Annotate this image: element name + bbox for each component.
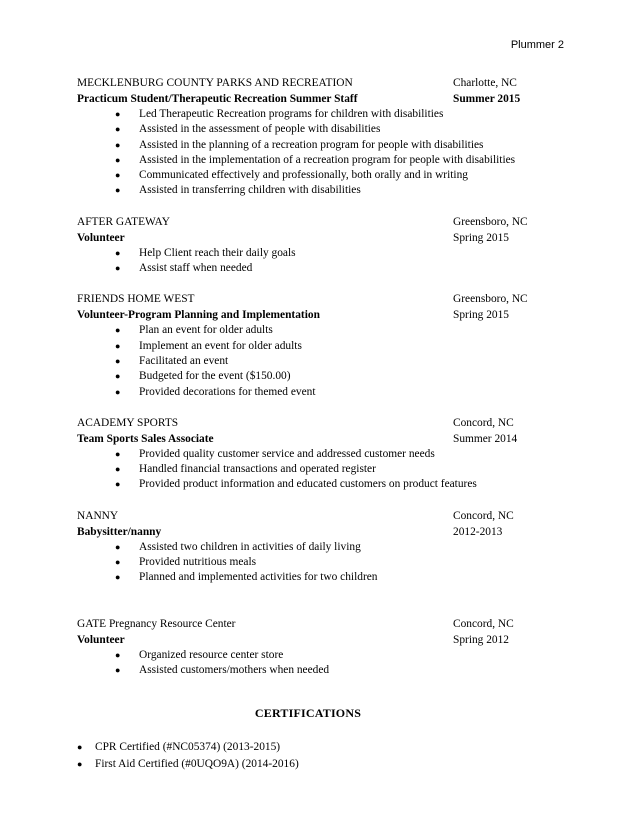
job-location: Concord, NC — [453, 416, 514, 429]
job-duties — [77, 107, 539, 199]
job-organization: NANNY — [77, 509, 119, 522]
job-location: Greensboro, NC — [453, 215, 528, 228]
certifications-list — [77, 739, 539, 773]
job-title: Practicum Student/Therapeutic Recreation Summer Staff — [77, 93, 358, 105]
job-title: Volunteer — [77, 231, 125, 244]
duty-item: ● Help Client reach their daily goals — [115, 246, 539, 261]
duty-item: ● Provided product information and educated customers on product features — [115, 477, 539, 492]
job-title-row — [77, 431, 539, 447]
job-title-row — [77, 91, 539, 107]
job-entry — [77, 214, 539, 277]
duty-item: ● Assisted in the planning of a recreation program for people with disabilities — [115, 138, 539, 153]
duty-item: ● Assisted in transferring children with disabilities — [115, 183, 539, 198]
duty-item: ● Implement an event for older adults — [115, 339, 539, 354]
bullet-icon: ● — [115, 448, 121, 459]
job-entry — [77, 291, 539, 399]
job-date: Spring 2012 — [453, 633, 510, 646]
duty-item: ● Communicated effectively and professionally, both orally and in writing — [115, 168, 539, 183]
job-duties — [77, 246, 539, 277]
job-location: Concord, NC — [453, 617, 514, 630]
bullet-icon: ● — [115, 124, 121, 135]
job-entry — [77, 75, 539, 199]
duty-item: ● Budgeted for the event ($150.00) — [115, 369, 539, 384]
duty-item: ● Provided nutritious meals — [115, 555, 539, 570]
job-duties — [77, 540, 539, 586]
bullet-icon: ● — [115, 247, 121, 258]
job-title: Babysitter/nanny — [77, 525, 162, 538]
duty-item: ● Led Therapeutic Recreation programs for children with disabilities — [115, 107, 539, 122]
bullet-icon: ● — [115, 263, 121, 274]
duty-item: ● Assisted customers/mothers when needed — [115, 663, 539, 678]
job-org-row — [77, 214, 539, 230]
page-number-header: Plummer 2 — [510, 39, 564, 51]
bullet-icon: ● — [115, 572, 121, 583]
bullet-icon: ● — [115, 464, 121, 475]
job-duties — [77, 648, 539, 679]
bullet-icon: ● — [115, 340, 121, 351]
job-entry — [77, 415, 539, 493]
job-duties — [77, 323, 539, 399]
duty-item: ● Handled financial transactions and operated register — [115, 462, 539, 477]
job-title-row — [77, 230, 539, 246]
bullet-icon: ● — [115, 139, 121, 150]
certifications-heading: CERTIFICATIONS — [254, 706, 362, 721]
bullet-icon: ● — [115, 109, 121, 119]
job-organization: ACADEMY SPORTS — [77, 416, 179, 429]
bullet-icon: ● — [115, 557, 121, 568]
duty-item: ● Assist staff when needed — [115, 261, 539, 276]
bullet-icon: ● — [115, 355, 121, 366]
duty-item: ● Provided decorations for themed event — [115, 385, 539, 400]
bullet-icon: ● — [115, 185, 121, 196]
job-title-row — [77, 524, 539, 540]
bullet-icon: ● — [115, 664, 121, 675]
job-org-row — [77, 508, 539, 524]
bullet-icon: ● — [115, 170, 121, 181]
job-organization: GATE Pregnancy Resource Center — [77, 617, 236, 630]
duty-item: ● Assisted two children in activities of daily living — [115, 540, 539, 555]
job-title: Volunteer — [77, 633, 125, 646]
job-organization: FRIENDS HOME WEST — [77, 293, 195, 306]
job-title-row — [77, 307, 539, 323]
job-organization: MECKLENBURG COUNTY PARKS AND RECREATION — [77, 77, 353, 89]
job-duties — [77, 447, 539, 493]
bullet-icon: ● — [115, 479, 121, 490]
job-entry — [77, 616, 539, 679]
bullet-icon: ● — [115, 371, 121, 382]
job-organization: AFTER GATEWAY — [77, 215, 170, 228]
job-location: Concord, NC — [453, 509, 514, 522]
bullet-icon: ● — [115, 325, 121, 336]
duty-item: ● Planned and implemented activities for two children — [115, 570, 539, 585]
job-date: Spring 2015 — [453, 231, 510, 244]
job-title: Team Sports Sales Associate — [77, 432, 214, 445]
duty-item: ● Organized resource center store — [115, 648, 539, 663]
job-title: Volunteer-Program Planning and Implementation — [77, 309, 320, 322]
bullet-icon: ● — [77, 759, 83, 770]
job-entry — [77, 508, 539, 586]
job-org-row — [77, 75, 539, 91]
job-org-row — [77, 291, 539, 307]
duty-item: ● Provided quality customer service and addressed customer needs — [115, 447, 539, 462]
job-date: Summer 2014 — [453, 432, 518, 445]
duty-item: ● Plan an event for older adults — [115, 323, 539, 338]
job-date: Summer 2015 — [453, 93, 521, 105]
bullet-icon: ● — [115, 386, 121, 397]
job-location: Greensboro, NC — [453, 293, 528, 306]
resume-content — [77, 75, 539, 773]
duty-item: ● Assisted in the implementation of a recreation program for people with disabilities — [115, 153, 539, 168]
job-org-row — [77, 415, 539, 431]
bullet-icon: ● — [115, 154, 121, 165]
job-org-row — [77, 616, 539, 632]
bullet-icon: ● — [115, 541, 121, 552]
certification-item: ● First Aid Certified (#0UQO9A) (2014-2016) — [77, 756, 539, 773]
job-location: Charlotte, NC — [453, 77, 517, 89]
certification-item: ● CPR Certified (#NC05374) (2013-2015) — [77, 739, 539, 756]
job-date: Spring 2015 — [453, 309, 510, 322]
job-date: 2012-2013 — [453, 525, 503, 538]
bullet-icon: ● — [115, 649, 121, 660]
duty-item: ● Facilitated an event — [115, 354, 539, 369]
job-title-row — [77, 632, 539, 648]
duty-item: ● Assisted in the assessment of people with disabilities — [115, 122, 539, 137]
bullet-icon: ● — [77, 742, 83, 753]
